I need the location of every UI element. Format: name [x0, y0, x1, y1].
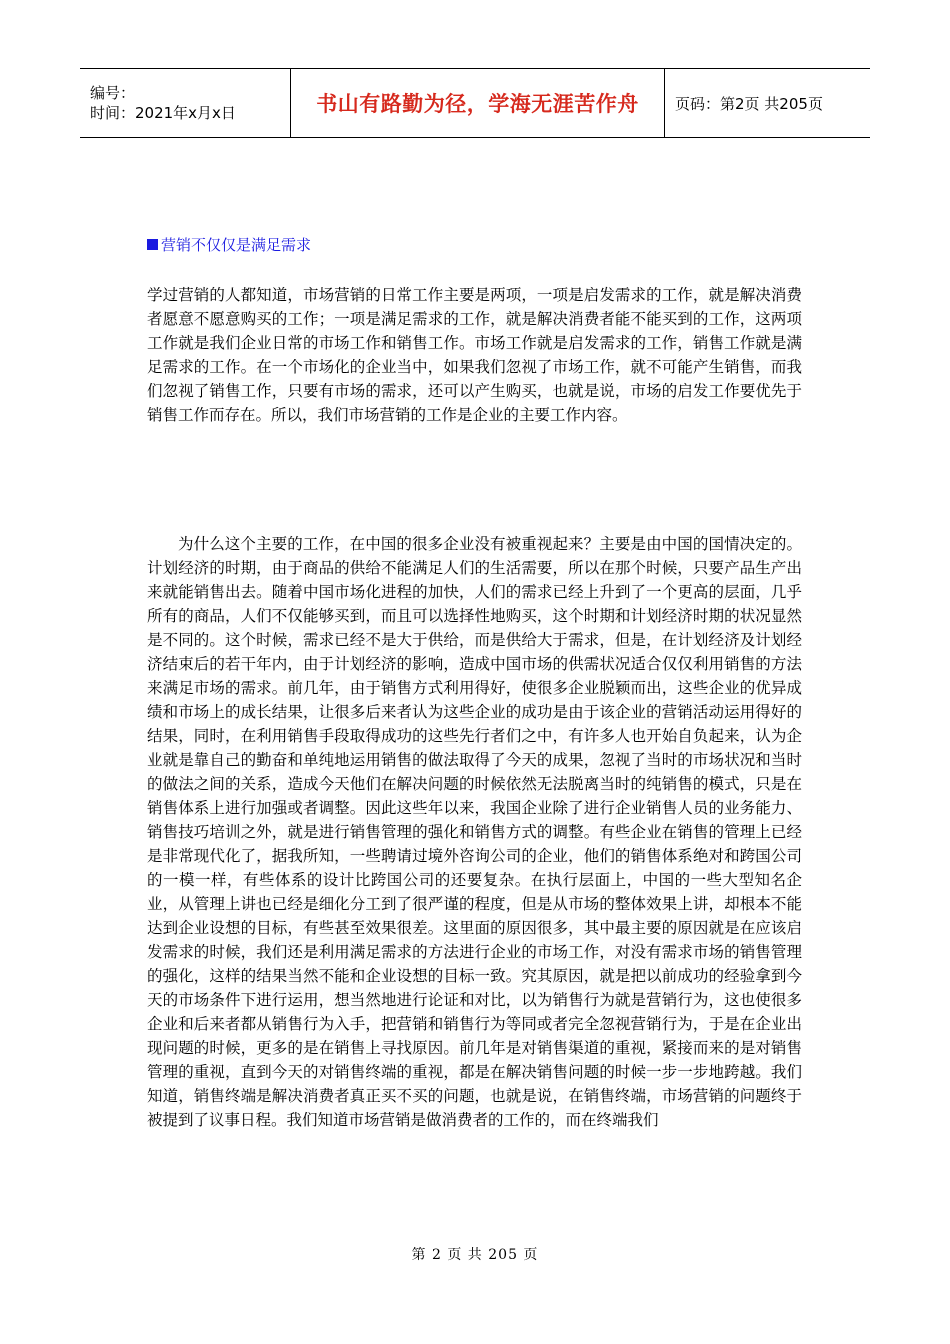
document-date: 时间：2021年x月x日 — [90, 104, 236, 122]
section-heading — [147, 234, 311, 255]
body-paragraph-1: 学过营销的人都知道，市场营销的日常工作主要是两项，一项是启发需求的工作，就是解决消费者愿意不愿意购买的工作；一项是满足需求的工作，就是解决消费者能不能买到的工作，这两项工作就是我们企业日常的市场工作和销售工作。市场工作就是启发需求的工作，销售工作就是满足需求的工作。在一个市场化的企业当中，如果我们忽视了市场工作，就不可能产生销售，而我们忽视了销售工作，只要有市场的需求，还可以产生购买，也就是说，市场的启发工作要优先于销售工作而存在。所以，我们市场营销的工作是企业的主要工作内容。 — [147, 286, 802, 424]
page-footer: 第 2 页 共 205 页 — [411, 1247, 539, 1263]
black-square-icon — [147, 239, 158, 250]
document-number-label: 编号： — [90, 84, 136, 102]
header-page-info: 页码：第2页 共205页 — [675, 94, 823, 113]
body-paragraph-2: 为什么这个主要的工作，在中国的很多企业没有被重视起来？主要是由中国的国情决定的。计划经济的时期，由于商品的供给不能满足人们的生活需要，所以在那个时候，只要产品生产出来就能销售出去。随着中国市场化进程的加快，人们的需求已经上升到了一个更高的层面，几乎所有的商品，人们不仅能够买到，而且可以选择性地购买，这个时期和计划经济时期的状况显然是不同的。这个时候，需求已经不是大于供给，而是供给大于需求，但是，在计划经济及计划经济结束后的若干年内，由于计划经济的影响，造成中国市场的供需状况适合仅仅利用销售的方法来满足市场的需求。前几年，由于销售方式利用得好，使很多企业脱颖而出，这些企业的优异成绩和市场上的成长结果，让很多后来者认为这些企业的成功是由于该企业的营销活动运用得好的结果，同时，在利用销售手段取得成功的这些先行者们之中，有许多人也开始自负起来，认为企业就是靠自己的勤奋和单纯地运用销售的做法取得了今天的成果，忽视了当时的市场状况和当时的做法之间的关系，造成今天他们在解决问题的时候依然无法脱离当时的纯销售的模式，只是在销售体系上进行加强或者调整。因此这些年以来，我国企业除了进行企业销售人员的业务能力、销售技巧培训之外，就是进行销售管理的强化和销售方式的调整。有些企业在销售的管理上已经是非常现代化了，据我所知，一些聘请过境外咨询公司的企业，他们的销售体系绝对和跨国公司的一模一样，有些体系的设计比跨国公司的还要复杂。在执行层面上，中国的一些大型知名企业，从管理上讲也已经是细化分工到了很严谨的程度，但是从市场的整体效果上讲，却根本不能达到企业设想的目标，有些甚至效果很差。这里面的原因很多，其中最主要的原因就是在应该启发需求的时候，我们还是利用满足需求的方法进行企业的市场工作，对没有需求市场的销售管理的强化，这样的结果当然不能和企业设想的目标一致。究其原因，就是把以前成功的经验拿到今天的市场条件下进行运用，想当然地进行论证和对比，以为销售行为就是营销行为，这也使很多企业和后来者都从销售行为入手，把营销和销售行为等同或者完全忽视营销行为，于是在企业出现问题的时候，更多的是在销售上寻找原因。前几年是对销售渠道的重视，紧接而来的是对销售管理的重视，直到今天的对销售终端的重视，都是在解决销售问题的时候一步一步地跨越。我们知道，销售终端是解决消费者真正买不买的问题，也就是说，在销售终端，市场营销的问题终于被提到了议事日程。我们知道市场营销是做消费者的工作的，而在终端我们 — [147, 535, 802, 1129]
page-header — [80, 68, 870, 138]
header-motto: 书山有路勤为径，学海无涯苦作舟 — [291, 69, 665, 137]
header-meta — [80, 69, 291, 137]
section-title: 营销不仅仅是满足需求 — [161, 236, 312, 254]
